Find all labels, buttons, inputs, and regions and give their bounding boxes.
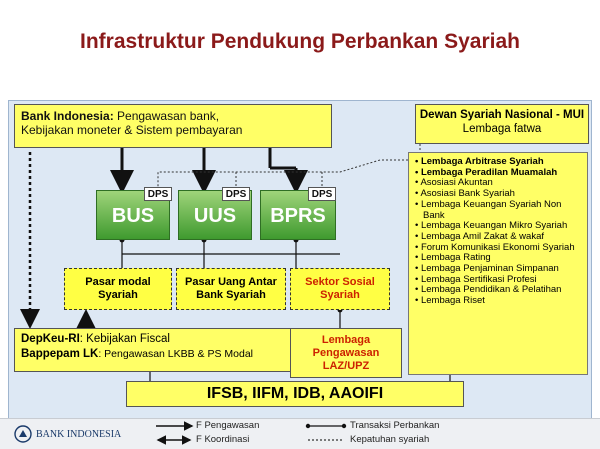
institution-item: • Lembaga Rating [415, 252, 491, 264]
institution-item: • Lembaga Pendidikan & Pelatihan [415, 284, 562, 296]
market-line2: Bank Syariah [196, 289, 266, 301]
bank-box-bus: BUS [96, 190, 170, 240]
market-line1: Pasar modal [85, 276, 151, 288]
institution-item: • Lembaga Keuangan Syariah Non Bank [415, 198, 562, 221]
institution-item: • Asosiasi Bank Syariah [415, 188, 515, 200]
international-bodies-box: IFSB, IIFM, IDB, AAOIFI [126, 381, 464, 407]
dsn-name: Dewan Syariah Nasional - MUI [419, 109, 585, 121]
market-box-sektor-sosial [290, 268, 390, 310]
legend-kepatuhan: Kepatuhan syariah [350, 434, 430, 445]
bank-indonesia-box [14, 104, 332, 148]
laz-line2: Pengawasan [312, 346, 380, 359]
bank-indonesia-name: Bank Indonesia: [21, 109, 114, 123]
institution-item: • Lembaga Peradilan Muamalah [415, 166, 558, 178]
institution-item: • Lembaga Arbitrase Syariah [415, 156, 544, 167]
legend-pengawasan: F Pengawasan [196, 420, 260, 431]
laz-box [290, 328, 402, 378]
market-line1: Pasar Uang Antar [185, 276, 277, 288]
bappepam-name: Bappepam LK [21, 348, 99, 360]
laz-line1: Lembaga [321, 333, 371, 346]
bank-box-uus: UUS [178, 190, 252, 240]
market-box-pasar-modal [64, 268, 172, 310]
bank-indonesia-emblem-icon [14, 425, 32, 443]
depkeu-box [14, 328, 304, 372]
institution-item: • Forum Komunikasi Ekonomi Syariah [415, 241, 575, 253]
logo-text: BANK INDONESIA [36, 428, 122, 440]
depkeu-name: DepKeu-RI [21, 333, 80, 345]
institutions-list [408, 152, 588, 375]
market-line2: Syariah [98, 289, 138, 301]
bank-indonesia-logo [14, 425, 121, 443]
bank-box-bprs: BPRS [260, 190, 336, 240]
institution-item: • Lembaga Keuangan Mikro Syariah [415, 220, 568, 232]
dsn-box [415, 104, 589, 144]
market-line2: Syariah [320, 289, 360, 301]
institution-item: • Asosiasi Akuntan [415, 177, 493, 189]
dsn-sub: Lembaga fatwa [462, 123, 542, 135]
laz-line3: LAZ/UPZ [322, 359, 370, 372]
institution-item: • Lembaga Riset [415, 295, 485, 307]
dps-badge-uus: DPS [222, 187, 250, 201]
bank-indonesia-desc2: Kebijakan moneter & Sistem pembayaran [21, 123, 243, 137]
legend-transaksi: Transaksi Perbankan [350, 420, 440, 431]
dps-badge-bprs: DPS [308, 187, 336, 201]
institution-item: • Lembaga Penjaminan Simpanan [415, 263, 559, 275]
bappepam-desc: : Pengawasan LKBB & PS Modal [98, 348, 254, 360]
depkeu-desc: : Kebijakan Fiscal [79, 333, 170, 345]
institution-item: • Lembaga Amil Zakat & wakaf [415, 230, 544, 242]
institution-item: • Lembaga Sertifikasi Profesi [415, 273, 537, 285]
market-box-pasar-uang [176, 268, 286, 310]
market-line1: Sektor Sosial [305, 276, 375, 288]
page-title: Infrastruktur Pendukung Perbankan Syariah [80, 30, 520, 53]
dps-badge-bus: DPS [144, 187, 172, 201]
legend-koordinasi: F Koordinasi [196, 434, 250, 445]
bank-indonesia-desc: Pengawasan bank, [117, 109, 220, 123]
